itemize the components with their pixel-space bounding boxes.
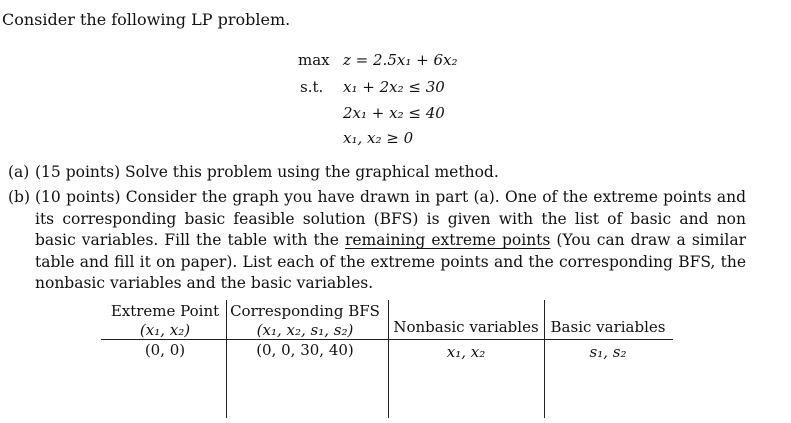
header-bfs: Corresponding BFS bbox=[230, 302, 380, 320]
max-label: max bbox=[298, 51, 330, 69]
header-bfs-sub: (x₁, x₂, s₁, s₂) bbox=[256, 321, 354, 339]
part-b-text-after: (You can draw a similar table and fill it on paper). List each of the extreme points and the corresponding BFS, the nonbasic variables and the basic variables. bbox=[35, 231, 746, 292]
header-extreme-point-sub: (x₁, x₂) bbox=[139, 321, 191, 339]
table-header-rule bbox=[101, 339, 673, 340]
part-b-text-before: (10 points) Consider the graph you have drawn in part (a). One of the extreme points and its corresponding basic feasible solution (BFS) is given with the list of basic and non basic variables. Fill the table with the bbox=[35, 188, 746, 249]
constraint-2: 2x₁ + x₂ ≤ 40 bbox=[343, 104, 445, 122]
header-basic: Basic variables bbox=[550, 318, 666, 336]
table-divider-2 bbox=[388, 300, 389, 418]
row-0-basic: s₁, s₂ bbox=[589, 343, 627, 361]
table-divider-3 bbox=[544, 300, 545, 418]
header-nonbasic: Nonbasic variables bbox=[393, 318, 539, 336]
nonnegativity-constraint: x₁, x₂ ≥ 0 bbox=[343, 129, 414, 147]
row-0-extreme-point: (0, 0) bbox=[144, 341, 186, 359]
objective-function: z = 2.5x₁ + 6x₂ bbox=[343, 51, 458, 69]
part-a-label: (a) bbox=[8, 163, 30, 181]
part-b-label: (b) bbox=[8, 188, 31, 206]
part-a-text: (15 points) Solve this problem using the graphical method. bbox=[35, 163, 499, 181]
table-divider-1 bbox=[226, 300, 227, 418]
subject-to-label: s.t. bbox=[300, 78, 324, 96]
part-b-text bbox=[35, 187, 746, 295]
row-0-bfs: (0, 0, 30, 40) bbox=[256, 341, 354, 359]
constraint-1: x₁ + 2x₂ ≤ 30 bbox=[343, 78, 445, 96]
part-b-underlined-phrase: remaining extreme points bbox=[344, 231, 551, 249]
intro-text: Consider the following LP problem. bbox=[2, 10, 291, 29]
header-extreme-point: Extreme Point bbox=[110, 302, 220, 320]
row-0-nonbasic: x₁, x₂ bbox=[446, 343, 486, 361]
